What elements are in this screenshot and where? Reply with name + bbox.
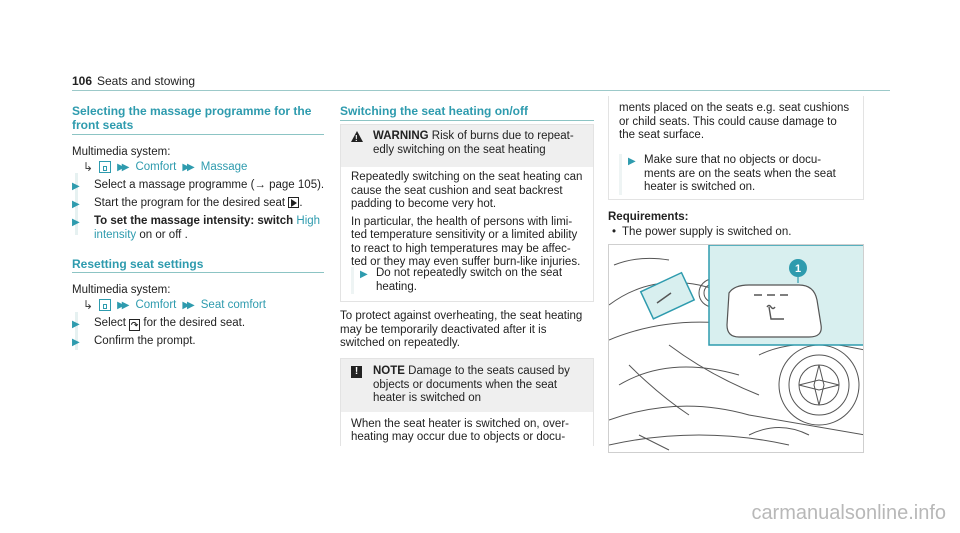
corner-arrow-icon: ↳: [83, 160, 94, 174]
massage-menu-path: [83, 160, 247, 174]
warning-head-text: [351, 130, 587, 157]
step-text: Confirm the prompt.: [94, 335, 196, 347]
note-head-line: objects or documents when the seat: [373, 378, 558, 391]
warning-header: [341, 125, 593, 167]
warning-body-line: In particular, the health of persons with limi-: [351, 215, 573, 228]
note-body-line: heating may occur due to objects or docu-: [351, 431, 566, 443]
note-continued-text: [609, 96, 863, 143]
step-arrow-icon: ▶: [72, 181, 80, 192]
step-text: on or off .: [139, 228, 188, 241]
step-bold-text: To set the massage intensity: switch: [94, 215, 294, 227]
seat-heating-illustration: [608, 244, 864, 453]
note-header: [341, 359, 593, 412]
warning-label: WARNING: [373, 130, 429, 142]
note-body: [341, 412, 593, 445]
reset-heading: Resetting seat settings: [72, 257, 204, 271]
warning-body-line: cause the seat cushion and seat backrest: [351, 184, 563, 197]
warning-step-line: heating.: [376, 280, 417, 293]
reset-menu-path: [83, 298, 266, 312]
section-title: Seats and stowing: [97, 74, 196, 88]
warning-step: [351, 267, 562, 294]
warning-head-line1: Risk of burns due to repeat-: [431, 130, 574, 142]
warning-body-line: ted or they may even suffer burn-like injuries.: [351, 256, 581, 268]
note-icon: !: [351, 366, 362, 378]
warning-head-line2: edly switching on the seat heating: [373, 143, 546, 156]
note-step-line: Make sure that no objects or docu-: [644, 154, 822, 166]
massage-step-2: [72, 197, 354, 211]
massage-rule: [72, 134, 324, 135]
note-cont-line: the seat surface.: [619, 129, 705, 141]
warning-box: [340, 124, 594, 302]
header-rule: [72, 90, 890, 91]
callout-number: 1: [794, 263, 802, 275]
home-icon: [99, 161, 111, 173]
massage-heading-line2: front seats: [72, 118, 134, 132]
protect-line: switched on repeatedly.: [340, 337, 460, 349]
step-text: Select: [94, 317, 126, 329]
reset-rule: [72, 272, 324, 273]
note-step-line: heater is switched on.: [644, 181, 756, 193]
massage-step-1: [72, 179, 354, 193]
warning-body-line: padding to become very hot.: [351, 198, 497, 210]
massage-system-label: Multimedia system:: [72, 146, 171, 158]
reset-step-1: [72, 317, 354, 331]
step-arrow-icon: ▶: [72, 199, 80, 210]
note-cont-line: or child seats. This could cause damage to: [619, 115, 837, 128]
protect-line: To protect against overheating, the seat heating: [340, 310, 583, 322]
massage-heading: [72, 104, 311, 132]
double-chevron-icon: ▶▶: [182, 299, 192, 311]
option-high[interactable]: High: [296, 215, 321, 227]
massage-step-3: [72, 215, 344, 242]
step-arrow-icon: ▶: [360, 269, 368, 280]
double-chevron-icon: ▶▶: [117, 161, 127, 173]
reset-seat-icon: ↷: [130, 320, 139, 330]
watermark: carmanualsonline.info: [751, 502, 946, 524]
warning-body-line: ted temperature sensitivity or a limited ability: [351, 229, 578, 241]
note-step-line: ments are on the seats when the seat: [644, 167, 836, 180]
double-chevron-icon: ▶▶: [117, 299, 127, 311]
bullet-icon: •: [612, 226, 617, 238]
step-arrow-icon: ▶: [72, 217, 80, 228]
warning-body-line: to react to high temperatures may be affec-: [351, 242, 571, 255]
protect-paragraph: [340, 310, 582, 351]
step-arrow-icon: ▶: [628, 156, 636, 167]
step-text: Start the program for the desired seat: [94, 197, 286, 209]
note-head-text: [351, 365, 587, 406]
step-text: for the desired seat.: [143, 317, 246, 329]
play-icon: [288, 197, 299, 208]
note-head-line: heater is switched on: [373, 392, 482, 404]
note-box: [340, 358, 594, 446]
menu-comfort[interactable]: Comfort: [135, 161, 177, 173]
note-step: [619, 154, 836, 195]
note-cont-line: ments placed on the seats e.g. seat cushions: [619, 102, 850, 114]
double-chevron-icon: ▶▶: [182, 161, 192, 173]
corner-arrow-icon: ↳: [83, 298, 94, 312]
reset-system-label: Multimedia system:: [72, 284, 171, 296]
requirement-item: [612, 226, 791, 240]
note-box-continued: [608, 96, 864, 200]
menu-seat-comfort[interactable]: Seat comfort: [200, 299, 266, 311]
requirement-text: The power supply is switched on.: [622, 226, 792, 238]
option-intensity[interactable]: intensity: [94, 228, 137, 241]
heating-rule: [340, 120, 594, 121]
home-icon: [99, 299, 111, 311]
warning-icon: [351, 131, 363, 142]
step-text-end: .: [299, 197, 303, 209]
warning-step-line: Do not repeatedly switch on the seat: [376, 267, 563, 279]
menu-comfort[interactable]: Comfort: [135, 299, 177, 311]
page-number: 106: [72, 74, 93, 88]
requirements-heading: Requirements:: [608, 211, 689, 223]
menu-massage[interactable]: Massage: [200, 161, 248, 173]
step-arrow-icon: ▶: [72, 337, 80, 348]
note-head-line: Damage to the seats caused by: [408, 365, 570, 377]
protect-line: may be temporarily deactivated after it is: [340, 323, 547, 336]
step-text: Select a massage programme (→ page 105).: [94, 179, 325, 191]
note-label: NOTE: [373, 365, 405, 377]
warning-body-line: Repeatedly switching on the seat heating can: [351, 171, 583, 183]
note-body-line: When the seat heater is switched on, over-: [351, 417, 569, 430]
step-arrow-icon: ▶: [72, 319, 80, 330]
massage-heading-line1: Selecting the massage programme for the: [72, 104, 312, 118]
heating-heading: Switching the seat heating on/off: [340, 104, 529, 118]
warning-body: [341, 167, 593, 270]
car-interior-drawing: [609, 245, 864, 453]
reset-step-2: [72, 335, 354, 349]
